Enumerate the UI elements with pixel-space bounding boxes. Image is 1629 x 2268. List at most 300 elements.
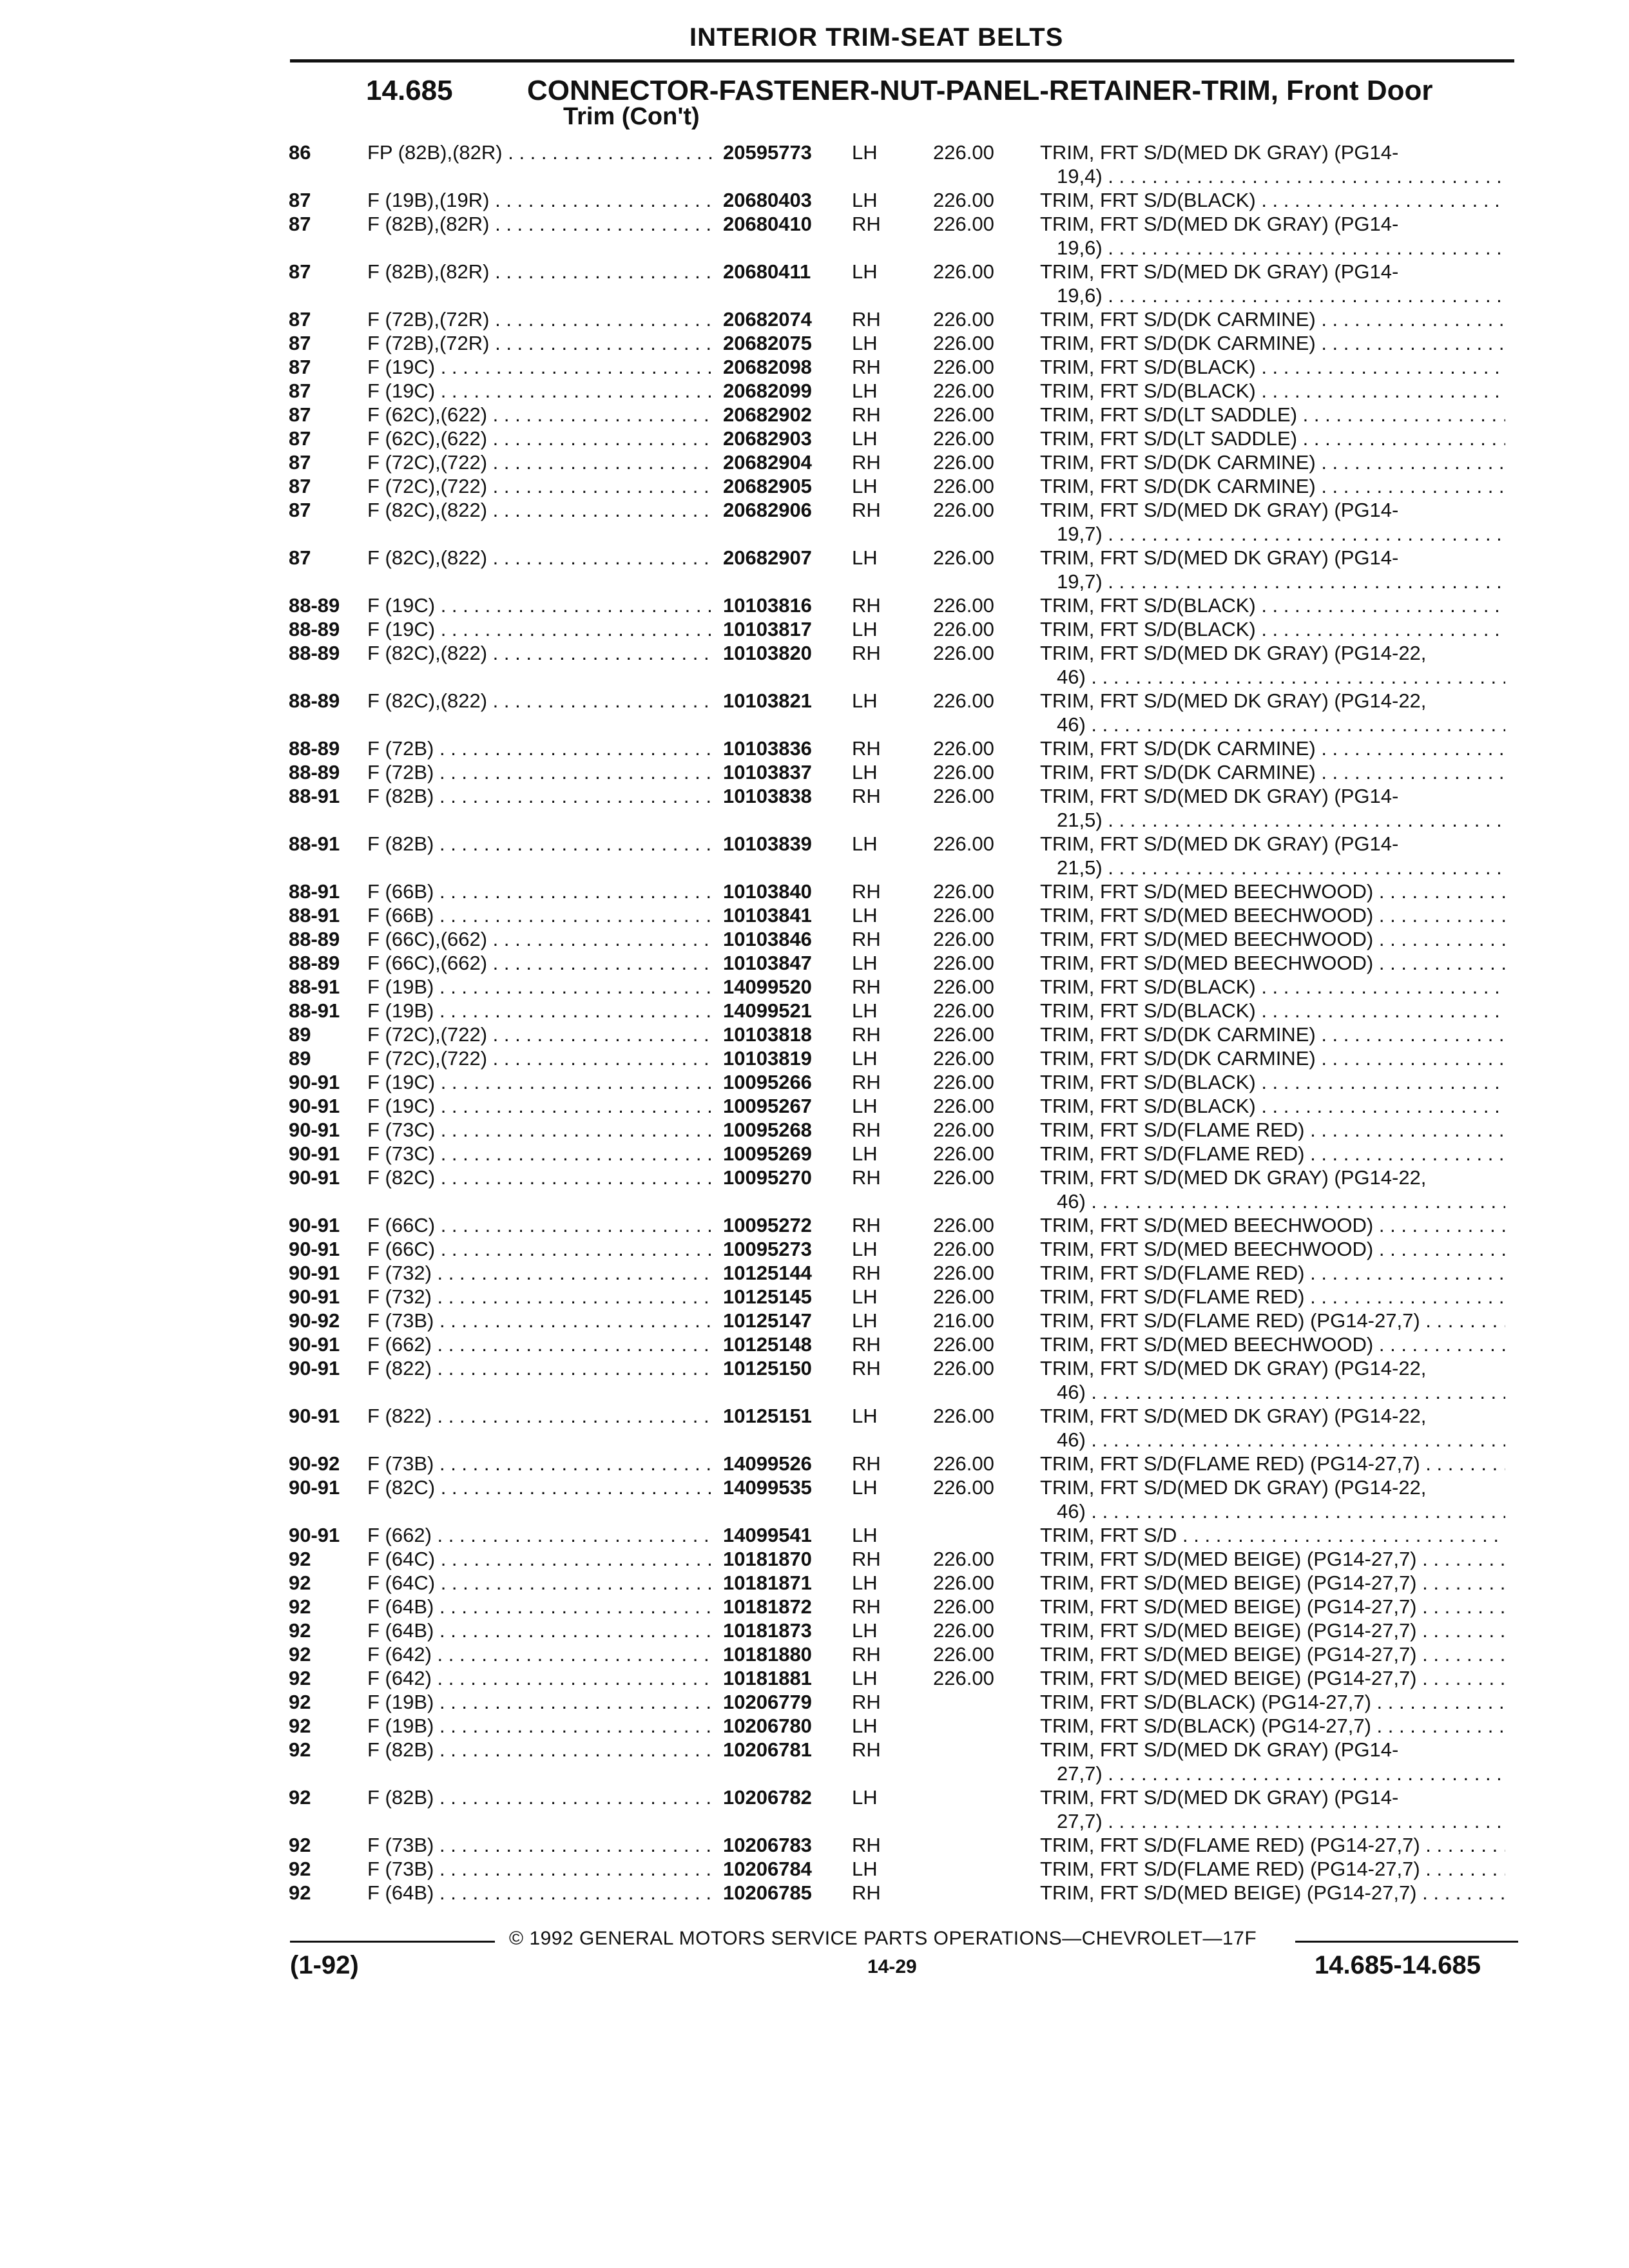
group-number-cell: 226.00	[933, 332, 994, 354]
schedule-cell: F (66B) . . .	[367, 903, 713, 927]
description-cell: TRIM, FRT S/D(MED DK GRAY) (PG14-	[1040, 832, 1399, 855]
section-number: 14.685	[366, 75, 453, 106]
schedule-cell: F (19C) . . .	[367, 355, 713, 379]
footer-rule-left	[290, 1941, 495, 1943]
year-cell: 90-92	[289, 1309, 340, 1332]
part-number-cell: 10206783	[723, 1834, 812, 1856]
part-number-cell: 10125145	[723, 1285, 812, 1308]
year-cell: 92	[289, 1619, 311, 1642]
group-number-cell: 226.00	[933, 952, 994, 974]
schedule-cell: F (82C),(822) . . .	[367, 498, 713, 522]
group-number-cell: 226.00	[933, 737, 994, 760]
part-number-cell: 10103841	[723, 904, 812, 927]
description-cell: TRIM, FRT S/D(MED BEECHWOOD) . . .	[1040, 927, 1505, 951]
group-number-cell: 226.00	[933, 785, 994, 807]
description-cell: TRIM, FRT S/D(FLAME RED) . . .	[1040, 1261, 1505, 1285]
part-number-cell: 10103837	[723, 761, 812, 783]
description-continuation-cell: 46) . . .	[1057, 1189, 1505, 1213]
year-cell: 89	[289, 1047, 311, 1070]
side-cell: LH	[852, 952, 878, 974]
side-cell: LH	[852, 832, 878, 855]
year-cell: 87	[289, 427, 311, 450]
part-number-cell: 20680410	[723, 213, 812, 235]
side-cell: LH	[852, 1786, 878, 1809]
group-number-cell: 226.00	[933, 1595, 994, 1618]
schedule-cell: F (66B) . . .	[367, 879, 713, 903]
group-number-cell: 226.00	[933, 642, 994, 664]
group-number-cell: 226.00	[933, 451, 994, 474]
group-number-cell: 226.00	[933, 1262, 994, 1284]
description-cell: TRIM, FRT S/D(MED DK GRAY) (PG14-	[1040, 141, 1399, 164]
part-number-cell: 14099520	[723, 975, 812, 998]
description-cell: TRIM, FRT S/D(LT SADDLE) . . .	[1040, 403, 1505, 427]
side-cell: LH	[852, 1715, 878, 1737]
group-number-cell: 226.00	[933, 1095, 994, 1117]
year-cell: 87	[289, 546, 311, 569]
year-cell: 90-91	[289, 1524, 340, 1546]
part-number-cell: 10095269	[723, 1142, 812, 1165]
side-cell: RH	[852, 356, 881, 378]
schedule-cell: F (66C) . . .	[367, 1237, 713, 1261]
description-cell: TRIM, FRT S/D(MED BEECHWOOD) . . .	[1040, 1213, 1505, 1237]
part-number-cell: 10103816	[723, 594, 812, 617]
schedule-cell: F (19C) . . .	[367, 593, 713, 617]
year-cell: 90-91	[289, 1405, 340, 1427]
description-continuation-cell: 19,6) . . .	[1057, 236, 1505, 260]
footer-page-number: 14-29	[867, 1956, 917, 1977]
footer-copyright: © 1992 GENERAL MOTORS SERVICE PARTS OPERATIONS—CHEVROLET—17F	[509, 1928, 1257, 1949]
description-cell: TRIM, FRT S/D(DK CARMINE) . . .	[1040, 331, 1505, 355]
description-cell: TRIM, FRT S/D(MED DK GRAY) (PG14-22,	[1040, 1476, 1427, 1499]
side-cell: LH	[852, 689, 878, 712]
part-number-cell: 10181871	[723, 1571, 812, 1594]
side-cell: RH	[852, 308, 881, 331]
group-number-cell: 226.00	[933, 1047, 994, 1070]
part-number-cell: 10206785	[723, 1881, 812, 1904]
part-number-cell: 20682904	[723, 451, 812, 474]
side-cell: LH	[852, 1047, 878, 1070]
schedule-cell: F (19B) . . .	[367, 1690, 713, 1714]
description-cell: TRIM, FRT S/D(MED BEIGE) (PG14-27,7) . . .	[1040, 1571, 1505, 1595]
schedule-cell: F (64B) . . .	[367, 1595, 713, 1619]
side-cell: LH	[852, 475, 878, 497]
year-cell: 92	[289, 1571, 311, 1594]
group-number-cell: 226.00	[933, 475, 994, 497]
year-cell: 92	[289, 1738, 311, 1761]
side-cell: RH	[852, 785, 881, 807]
group-number-cell: 226.00	[933, 975, 994, 998]
group-number-cell: 226.00	[933, 1285, 994, 1308]
schedule-cell: F (82B) . . .	[367, 832, 713, 856]
part-number-cell: 10181872	[723, 1595, 812, 1618]
description-cell: TRIM, FRT S/D(MED DK GRAY) (PG14-	[1040, 1786, 1399, 1809]
side-cell: RH	[852, 1738, 881, 1761]
group-number-cell: 226.00	[933, 380, 994, 402]
year-cell: 88-91	[289, 999, 340, 1022]
part-number-cell: 10103840	[723, 880, 812, 903]
part-number-cell: 10103846	[723, 928, 812, 950]
year-cell: 90-91	[289, 1238, 340, 1260]
schedule-cell: F (642) . . .	[367, 1642, 713, 1666]
schedule-cell: F (19C) . . .	[367, 379, 713, 403]
side-cell: LH	[852, 260, 878, 283]
year-cell: 88-91	[289, 880, 340, 903]
year-cell: 92	[289, 1667, 311, 1689]
year-cell: 92	[289, 1595, 311, 1618]
part-number-cell: 10181870	[723, 1548, 812, 1570]
year-cell: 92	[289, 1834, 311, 1856]
group-number-cell: 226.00	[933, 618, 994, 640]
part-number-cell: 14099541	[723, 1524, 812, 1546]
year-cell: 90-92	[289, 1452, 340, 1475]
description-cell: TRIM, FRT S/D(FLAME RED) . . .	[1040, 1118, 1505, 1142]
part-number-cell: 10103819	[723, 1047, 812, 1070]
part-number-cell: 10103836	[723, 737, 812, 760]
part-number-cell: 20682902	[723, 403, 812, 426]
description-continuation-cell: 46) . . .	[1057, 713, 1505, 736]
year-cell: 88-89	[289, 928, 340, 950]
schedule-cell: F (82B) . . .	[367, 1738, 713, 1762]
part-number-cell: 10103821	[723, 689, 812, 712]
side-cell: RH	[852, 1691, 881, 1713]
schedule-cell: F (82C),(822) . . .	[367, 546, 713, 570]
year-cell: 89	[289, 1023, 311, 1046]
part-number-cell: 10103847	[723, 952, 812, 974]
description-cell: TRIM, FRT S/D(MED DK GRAY) (PG14-	[1040, 260, 1399, 283]
description-continuation-cell: 27,7) . . .	[1057, 1762, 1505, 1785]
side-cell: RH	[852, 213, 881, 235]
group-number-cell: 226.00	[933, 1405, 994, 1427]
side-cell: RH	[852, 1262, 881, 1284]
side-cell: LH	[852, 1619, 878, 1642]
group-number-cell: 226.00	[933, 1071, 994, 1093]
group-number-cell: 226.00	[933, 1357, 994, 1379]
side-cell: LH	[852, 332, 878, 354]
description-cell: TRIM, FRT S/D(FLAME RED) (PG14-27,7) . . .	[1040, 1857, 1505, 1881]
part-number-cell: 20680403	[723, 189, 812, 211]
description-cell: TRIM, FRT S/D(BLACK) . . .	[1040, 593, 1505, 617]
footer-rule-right	[1295, 1941, 1518, 1943]
side-cell: RH	[852, 1834, 881, 1856]
description-cell: TRIM, FRT S/D(FLAME RED) (PG14-27,7) . . .	[1040, 1452, 1505, 1475]
schedule-cell: F (72C),(722) . . .	[367, 1023, 713, 1046]
year-cell: 92	[289, 1643, 311, 1666]
schedule-cell: F (82C) . . .	[367, 1475, 713, 1499]
description-cell: TRIM, FRT S/D . . .	[1040, 1523, 1505, 1547]
description-continuation-cell: 21,5) . . .	[1057, 856, 1505, 879]
year-cell: 88-89	[289, 689, 340, 712]
side-cell: LH	[852, 618, 878, 640]
description-cell: TRIM, FRT S/D(LT SADDLE) . . .	[1040, 427, 1505, 450]
part-number-cell: 10206781	[723, 1738, 812, 1761]
description-continuation-cell: 46) . . .	[1057, 1380, 1505, 1404]
part-number-cell: 10125144	[723, 1262, 812, 1284]
side-cell: RH	[852, 642, 881, 664]
part-number-cell: 10181881	[723, 1667, 812, 1689]
part-number-cell: 20682099	[723, 380, 812, 402]
side-cell: LH	[852, 904, 878, 927]
description-cell: TRIM, FRT S/D(DK CARMINE) . . .	[1040, 736, 1505, 760]
part-number-cell: 10181873	[723, 1619, 812, 1642]
part-number-cell: 10103820	[723, 642, 812, 664]
side-cell: RH	[852, 1023, 881, 1046]
part-number-cell: 10095268	[723, 1119, 812, 1141]
side-cell: LH	[852, 1238, 878, 1260]
description-cell: TRIM, FRT S/D(MED DK GRAY) (PG14-22,	[1040, 689, 1427, 712]
schedule-cell: F (73B) . . .	[367, 1857, 713, 1881]
group-number-cell: 226.00	[933, 1023, 994, 1046]
year-cell: 90-91	[289, 1357, 340, 1379]
description-cell: TRIM, FRT S/D(DK CARMINE) . . .	[1040, 307, 1505, 331]
part-number-cell: 14099521	[723, 999, 812, 1022]
part-number-cell: 10095270	[723, 1166, 812, 1189]
schedule-cell: F (64C) . . .	[367, 1571, 713, 1595]
side-cell: LH	[852, 141, 878, 164]
year-cell: 87	[289, 403, 311, 426]
description-cell: TRIM, FRT S/D(BLACK) (PG14-27,7) . . .	[1040, 1714, 1505, 1738]
description-cell: TRIM, FRT S/D(MED BEECHWOOD) . . .	[1040, 951, 1505, 975]
group-number-cell: 226.00	[933, 260, 994, 283]
year-cell: 88-91	[289, 785, 340, 807]
group-number-cell: 226.00	[933, 1619, 994, 1642]
part-number-cell: 20595773	[723, 141, 812, 164]
page-header	[290, 23, 1514, 62]
part-number-cell: 20682074	[723, 308, 812, 331]
group-number-cell: 226.00	[933, 499, 994, 521]
description-cell: TRIM, FRT S/D(MED BEECHWOOD) . . .	[1040, 1237, 1505, 1261]
description-continuation-cell: 27,7) . . .	[1057, 1809, 1505, 1833]
description-cell: TRIM, FRT S/D(MED DK GRAY) (PG14-22,	[1040, 642, 1427, 664]
group-number-cell: 226.00	[933, 213, 994, 235]
year-cell: 90-91	[289, 1142, 340, 1165]
description-cell: TRIM, FRT S/D(MED DK GRAY) (PG14-22,	[1040, 1357, 1427, 1379]
year-cell: 90-91	[289, 1095, 340, 1117]
year-cell: 88-91	[289, 832, 340, 855]
description-continuation-cell: 46) . . .	[1057, 665, 1505, 689]
part-number-cell: 10206784	[723, 1858, 812, 1880]
description-cell: TRIM, FRT S/D(MED BEIGE) (PG14-27,7) . . .	[1040, 1881, 1505, 1905]
year-cell: 87	[289, 308, 311, 331]
group-number-cell: 226.00	[933, 1214, 994, 1236]
schedule-cell: F (72B) . . .	[367, 760, 713, 784]
group-number-cell: 226.00	[933, 1166, 994, 1189]
year-cell: 90-91	[289, 1285, 340, 1308]
year-cell: 90-91	[289, 1262, 340, 1284]
side-cell: LH	[852, 546, 878, 569]
part-number-cell: 10103839	[723, 832, 812, 855]
description-cell: TRIM, FRT S/D(BLACK) . . .	[1040, 1070, 1505, 1094]
schedule-cell: F (73B) . . .	[367, 1452, 713, 1475]
schedule-cell: F (732) . . .	[367, 1261, 713, 1285]
schedule-cell: F (64B) . . .	[367, 1619, 713, 1642]
description-cell: TRIM, FRT S/D(BLACK) . . .	[1040, 975, 1505, 999]
year-cell: 87	[289, 451, 311, 474]
side-cell: RH	[852, 1333, 881, 1356]
schedule-cell: F (72C),(722) . . .	[367, 474, 713, 498]
group-number-cell: 226.00	[933, 880, 994, 903]
schedule-cell: F (82B) . . .	[367, 784, 713, 808]
part-number-cell: 20682098	[723, 356, 812, 378]
part-number-cell: 10125151	[723, 1405, 812, 1427]
part-number-cell: 10095267	[723, 1095, 812, 1117]
description-cell: TRIM, FRT S/D(MED DK GRAY) (PG14-	[1040, 785, 1399, 807]
group-number-cell: 226.00	[933, 1548, 994, 1570]
description-cell: TRIM, FRT S/D(MED BEIGE) (PG14-27,7) . . .	[1040, 1619, 1505, 1642]
group-number-cell: 226.00	[933, 1119, 994, 1141]
group-number-cell: 216.00	[933, 1309, 994, 1332]
year-cell: 87	[289, 332, 311, 354]
side-cell: RH	[852, 1881, 881, 1904]
description-cell: TRIM, FRT S/D(MED DK GRAY) (PG14-	[1040, 546, 1399, 569]
side-cell: RH	[852, 1548, 881, 1570]
year-cell: 92	[289, 1858, 311, 1880]
schedule-cell: F (82C),(822) . . .	[367, 689, 713, 713]
description-cell: TRIM, FRT S/D(DK CARMINE) . . .	[1040, 1046, 1505, 1070]
part-number-cell: 10095273	[723, 1238, 812, 1260]
group-number-cell: 226.00	[933, 308, 994, 331]
description-cell: TRIM, FRT S/D(MED DK GRAY) (PG14-22,	[1040, 1166, 1427, 1189]
schedule-cell: F (19B) . . .	[367, 975, 713, 999]
year-cell: 86	[289, 141, 311, 164]
description-cell: TRIM, FRT S/D(BLACK) . . .	[1040, 379, 1505, 403]
schedule-cell: F (19B),(19R) . . .	[367, 188, 713, 212]
side-cell: RH	[852, 499, 881, 521]
description-continuation-cell: 46) . . .	[1057, 1499, 1505, 1523]
year-cell: 87	[289, 189, 311, 211]
description-cell: TRIM, FRT S/D(FLAME RED) . . .	[1040, 1142, 1505, 1166]
side-cell: LH	[852, 1142, 878, 1165]
description-cell: TRIM, FRT S/D(MED BEECHWOOD) . . .	[1040, 879, 1505, 903]
side-cell: LH	[852, 1571, 878, 1594]
description-cell: TRIM, FRT S/D(BLACK) . . .	[1040, 355, 1505, 379]
part-number-cell: 10103817	[723, 618, 812, 640]
schedule-cell: F (73B) . . .	[367, 1833, 713, 1857]
section-title: CONNECTOR-FASTENER-NUT-PANEL-RETAINER-TRIM, Front Door	[527, 75, 1433, 106]
group-number-cell: 226.00	[933, 1333, 994, 1356]
part-number-cell: 10095266	[723, 1071, 812, 1093]
schedule-cell: F (73C) . . .	[367, 1118, 713, 1142]
schedule-cell: F (19B) . . .	[367, 1714, 713, 1738]
schedule-cell: F (822) . . .	[367, 1356, 713, 1380]
side-cell: RH	[852, 737, 881, 760]
side-cell: RH	[852, 1357, 881, 1379]
group-number-cell: 226.00	[933, 1476, 994, 1499]
group-number-cell: 226.00	[933, 761, 994, 783]
year-cell: 88-89	[289, 594, 340, 617]
description-cell: TRIM, FRT S/D(DK CARMINE) . . .	[1040, 474, 1505, 498]
schedule-cell: F (19C) . . .	[367, 1094, 713, 1118]
description-continuation-cell: 19,4) . . .	[1057, 164, 1505, 188]
description-cell: TRIM, FRT S/D(DK CARMINE) . . .	[1040, 1023, 1505, 1046]
part-number-cell: 10206782	[723, 1786, 812, 1809]
section-title-continued: Trim (Con't)	[563, 103, 700, 130]
description-cell: TRIM, FRT S/D(BLACK) . . .	[1040, 999, 1505, 1023]
description-cell: TRIM, FRT S/D(MED DK GRAY) (PG14-	[1040, 213, 1399, 235]
footer-date-code: (1-92)	[290, 1951, 359, 1979]
description-cell: TRIM, FRT S/D(BLACK) . . .	[1040, 617, 1505, 641]
group-number-cell: 226.00	[933, 403, 994, 426]
page-title: INTERIOR TRIM-SEAT BELTS	[689, 23, 1064, 52]
group-number-cell: 226.00	[933, 1452, 994, 1475]
description-cell: TRIM, FRT S/D(FLAME RED) (PG14-27,7) . . .	[1040, 1309, 1505, 1332]
group-number-cell: 226.00	[933, 689, 994, 712]
group-number-cell: 226.00	[933, 356, 994, 378]
part-number-cell: 10125150	[723, 1357, 812, 1379]
description-cell: TRIM, FRT S/D(BLACK) (PG14-27,7) . . .	[1040, 1690, 1505, 1714]
part-number-cell: 14099535	[723, 1476, 812, 1499]
side-cell: LH	[852, 189, 878, 211]
part-number-cell: 10125147	[723, 1309, 812, 1332]
side-cell: LH	[852, 761, 878, 783]
part-number-cell: 10206780	[723, 1715, 812, 1737]
part-number-cell: 20682905	[723, 475, 812, 497]
description-cell: TRIM, FRT S/D(MED DK GRAY) (PG14-	[1040, 499, 1399, 521]
side-cell: LH	[852, 1285, 878, 1308]
year-cell: 87	[289, 356, 311, 378]
side-cell: RH	[852, 1452, 881, 1475]
side-cell: LH	[852, 1476, 878, 1499]
schedule-cell: F (73B) . . .	[367, 1309, 713, 1332]
schedule-cell: F (62C),(622) . . .	[367, 427, 713, 450]
schedule-cell: F (82C),(822) . . .	[367, 641, 713, 665]
description-cell: TRIM, FRT S/D(MED BEECHWOOD) . . .	[1040, 1332, 1505, 1356]
group-number-cell: 226.00	[933, 189, 994, 211]
year-cell: 90-91	[289, 1071, 340, 1093]
schedule-cell: F (64C) . . .	[367, 1547, 713, 1571]
part-number-cell: 20682903	[723, 427, 812, 450]
part-number-cell: 14099526	[723, 1452, 812, 1475]
schedule-cell: F (66C),(662) . . .	[367, 927, 713, 951]
year-cell: 92	[289, 1715, 311, 1737]
year-cell: 88-91	[289, 975, 340, 998]
year-cell: 87	[289, 475, 311, 497]
part-number-cell: 10181880	[723, 1643, 812, 1666]
schedule-cell: F (62C),(622) . . .	[367, 403, 713, 427]
group-number-cell: 226.00	[933, 904, 994, 927]
group-number-cell: 226.00	[933, 1667, 994, 1689]
schedule-cell: F (662) . . .	[367, 1332, 713, 1356]
schedule-cell: F (72C),(722) . . .	[367, 1046, 713, 1070]
group-number-cell: 226.00	[933, 1238, 994, 1260]
footer-section-range: 14.685-14.685	[1315, 1951, 1481, 1979]
description-cell: TRIM, FRT S/D(FLAME RED) (PG14-27,7) . . .	[1040, 1833, 1505, 1857]
schedule-cell: F (72B) . . .	[367, 736, 713, 760]
schedule-cell: F (82B) . . .	[367, 1785, 713, 1809]
schedule-cell: F (64B) . . .	[367, 1881, 713, 1905]
part-number-cell: 10103818	[723, 1023, 812, 1046]
schedule-cell: F (82C) . . .	[367, 1166, 713, 1189]
description-continuation-cell: 19,7) . . .	[1057, 522, 1505, 546]
year-cell: 92	[289, 1691, 311, 1713]
group-number-cell: 226.00	[933, 999, 994, 1022]
schedule-cell: F (732) . . .	[367, 1285, 713, 1309]
description-cell: TRIM, FRT S/D(FLAME RED) . . .	[1040, 1285, 1505, 1309]
side-cell: LH	[852, 1667, 878, 1689]
description-cell: TRIM, FRT S/D(MED BEIGE) (PG14-27,7) . . .	[1040, 1642, 1505, 1666]
side-cell: RH	[852, 403, 881, 426]
year-cell: 90-91	[289, 1119, 340, 1141]
side-cell: LH	[852, 1309, 878, 1332]
group-number-cell: 226.00	[933, 594, 994, 617]
group-number-cell: 226.00	[933, 546, 994, 569]
year-cell: 92	[289, 1881, 311, 1904]
year-cell: 92	[289, 1786, 311, 1809]
side-cell: RH	[852, 880, 881, 903]
group-number-cell: 226.00	[933, 1571, 994, 1594]
description-cell: TRIM, FRT S/D(MED BEIGE) (PG14-27,7) . . .	[1040, 1666, 1505, 1690]
side-cell: RH	[852, 1166, 881, 1189]
side-cell: RH	[852, 594, 881, 617]
